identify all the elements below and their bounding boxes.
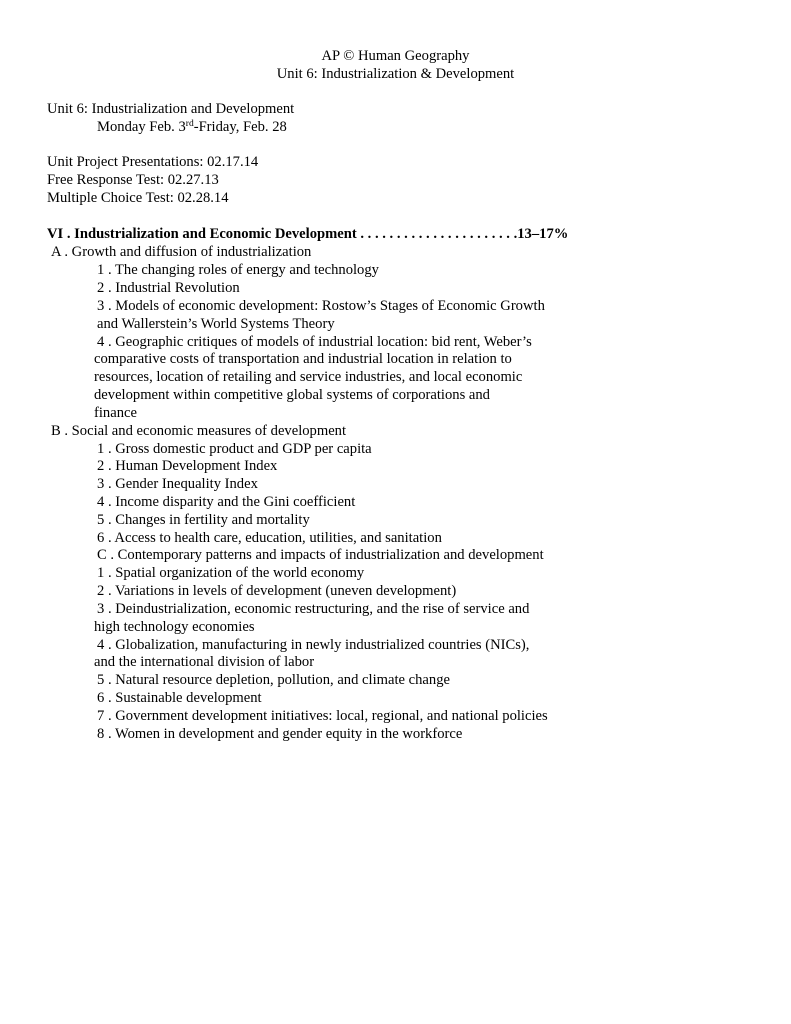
free-response-test-date: Free Response Test: 02.27.13 [47, 172, 219, 188]
outline-item: 4 . Geographic critiques of models of industrial location: bid rent, Weber’s [97, 334, 532, 350]
outline-item-continuation: high technology economies [94, 619, 255, 635]
outline-item: 3 . Deindustrialization, economic restructuring, and the rise of service and [97, 601, 530, 617]
unit-date-end: -Friday, Feb. 28 [193, 119, 287, 135]
outline-heading-b: B . Social and economic measures of development [51, 423, 347, 439]
outline-item: 5 . Changes in fertility and mortality [97, 512, 310, 528]
unit-date-ordinal: rd [185, 119, 194, 129]
unit-date-start: Monday Feb. 3 [97, 119, 186, 135]
outline-item: 4 . Income disparity and the Gini coefficient [97, 494, 356, 510]
outline-item-continuation: resources, location of retailing and service industries, and local economic [94, 369, 523, 385]
outline-item: 1 . The changing roles of energy and technology [97, 262, 379, 278]
unit-title: Unit 6: Industrialization and Development [47, 101, 295, 117]
outline-item: 4 . Globalization, manufacturing in newly industrialized countries (NICs), [97, 637, 530, 653]
outline-item: 8 . Women in development and gender equity in the workforce [97, 726, 463, 742]
outline-item-continuation: and the international division of labor [94, 654, 315, 670]
multiple-choice-test-date: Multiple Choice Test: 02.28.14 [47, 190, 229, 206]
project-presentations-date: Unit Project Presentations: 02.17.14 [47, 154, 259, 170]
outline-item: 2 . Human Development Index [97, 458, 278, 474]
outline-item: 2 . Industrial Revolution [97, 280, 240, 296]
outline-item: 1 . Spatial organization of the world economy [97, 565, 365, 581]
outline-item: 3 . Gender Inequality Index [97, 476, 258, 492]
outline-item: 5 . Natural resource depletion, pollution, and climate change [97, 672, 450, 688]
outline-item: 1 . Gross domestic product and GDP per capita [97, 441, 372, 457]
outline-item-continuation: development within competitive global systems of corporations and [94, 387, 490, 403]
outline-item: 3 . Models of economic development: Rostow’s Stages of Economic Growth [97, 298, 545, 314]
document-title: AP © Human Geography [321, 48, 470, 64]
outline-item-continuation: and Wallerstein’s World Systems Theory [97, 316, 335, 332]
outline-heading-c: C . Contemporary patterns and impacts of industrialization and development [97, 547, 544, 563]
outline-heading-a: A . Growth and diffusion of industrialization [51, 244, 312, 260]
outline-item: 6 . Sustainable development [97, 690, 262, 706]
outline-item-continuation: finance [94, 405, 137, 421]
outline-item: 7 . Government development initiatives: local, regional, and national policies [97, 708, 548, 724]
section-heading: VI . Industrialization and Economic Development . . . . . . . . . . . . . . . . . . . . . .13–17% [47, 226, 569, 242]
outline-item: 2 . Variations in levels of development (uneven development) [97, 583, 457, 599]
unit-dates [97, 118, 287, 136]
document-subtitle: Unit 6: Industrialization & Development [276, 66, 515, 82]
outline-item-continuation: comparative costs of transportation and industrial location in relation to [94, 351, 512, 367]
outline-item: 6 . Access to health care, education, utilities, and sanitation [97, 530, 442, 546]
